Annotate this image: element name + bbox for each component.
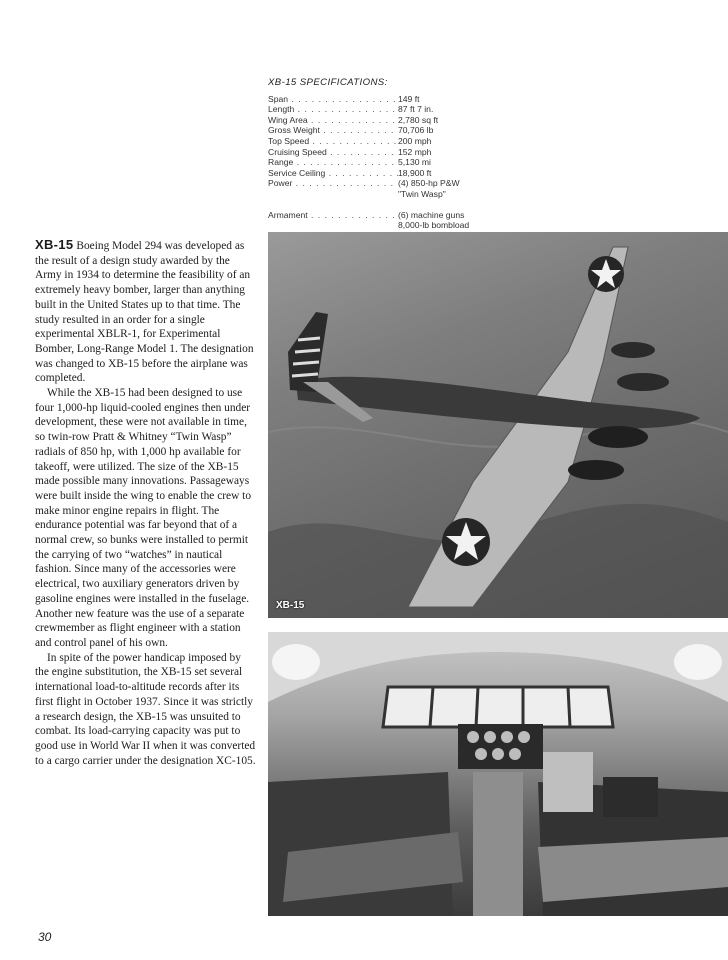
spec-label: Range . . .	[268, 157, 398, 168]
spec-value: 18,900 ft	[398, 167, 432, 178]
spec-row-wing-area	[268, 115, 508, 126]
aircraft-in-flight-photo	[268, 232, 728, 618]
spec-row-gross-weight	[268, 125, 508, 136]
article-body	[35, 238, 257, 768]
spec-label: Cruising Speed . . .	[268, 147, 398, 158]
article-paragraph-2: While the XB-15 had been designed to use four 1,000-hp liquid-cooled engines then under development, these were not available in time, so twin-row Pratt & Whitney “Twin Wasp” radials of 850 hp, with 1,000 hp available for takeoff, were utilized. The size of the XB-15 made possible many innovations. Passageways were built inside the wing to enable the crew to make minor engine repairs in flight. The endurance potential was far beyond that of a normal crew, so bunks were installed to permit the carrying of two “watches” in nautical fashion. Since many of the accessories were electrical, two auxiliary generators driven by gasoline engines were installed in the fuselage. Another new feature was the use of a separate crewmember as flight engineer with a station and control panel of his own.	[35, 387, 252, 649]
article-paragraph-1	[35, 238, 257, 386]
spec-label: Top Speed . . .	[268, 136, 398, 147]
aircraft-illustration	[268, 232, 728, 618]
cockpit-interior-photo	[268, 632, 728, 916]
spec-value: 70,706 lb	[398, 125, 434, 136]
article-paragraph-text: Boeing Model 294 was developed as the result of a design study awarded by the Army in 1934 to determine the feasibility of an extremely heavy bomber, larger than anything built in the United States up to that time. The study resulted in an order for a single experimental XBLR-1, for Experimental Bomber, Long-Range Model 1. The designation was changed to XB-15 before the airplane was completed.	[35, 240, 254, 385]
spec-label: Power . . .	[268, 178, 398, 199]
spec-row-power	[268, 178, 508, 199]
spec-row-cruising-speed	[268, 147, 508, 158]
spec-label: Gross Weight . . .	[268, 125, 398, 136]
article-lead-title: XB-15	[35, 237, 74, 252]
photo-caption: XB-15	[276, 600, 305, 611]
spec-value: (6) machine guns 8,000-lb bombload	[398, 209, 470, 231]
spec-row-range	[268, 157, 508, 168]
article-paragraph-3: In spite of the power handicap imposed by the engine substitution, the XB-15 set several international load-to-altitude records after its first flight in October 1937. Since it was strictly a research design, the XB-15 was unsuited to combat. Its load-carrying capacity was put to good use in World War II when it was converted to a cargo carrier under the designation XC-105.	[35, 651, 256, 767]
spec-row-length	[268, 104, 508, 115]
spec-label: Armament . . .	[268, 210, 398, 231]
spec-row-span	[268, 94, 508, 105]
spec-label: Span . . .	[268, 94, 398, 105]
specifications-title: XB-15 SPECIFICATIONS:	[268, 77, 388, 88]
spec-value: 200 mph	[398, 135, 432, 146]
spec-value: (4) 850-hp P&W "Twin Wasp"	[398, 178, 460, 199]
spec-value: 149 ft	[398, 93, 420, 104]
page-number: 30	[38, 930, 52, 944]
spec-value: 5,130 mi	[398, 157, 431, 168]
spec-label: Service Ceiling . . .	[268, 168, 398, 179]
spec-row-top-speed	[268, 136, 508, 147]
spec-label: Length . . .	[268, 104, 398, 115]
spec-value: 152 mph	[398, 146, 432, 157]
spec-row-service-ceiling	[268, 168, 508, 179]
spec-value: 87 ft 7 in.	[398, 104, 434, 115]
cockpit-illustration	[268, 632, 728, 916]
spec-value: 2,780 sq ft	[398, 114, 439, 125]
specifications-table	[268, 78, 508, 231]
spec-label: Wing Area . . .	[268, 115, 398, 126]
spec-row-armament	[268, 210, 508, 231]
